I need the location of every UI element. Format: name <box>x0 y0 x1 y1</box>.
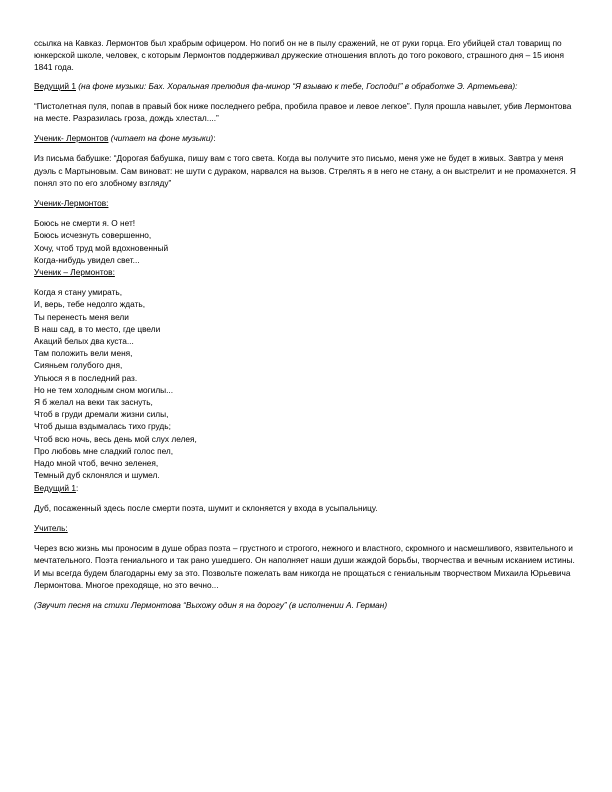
speaker-label: Ученик – Лермонтов: <box>34 267 115 278</box>
spacer <box>34 124 580 132</box>
poem-line: Упьюся я в последний раз. <box>34 372 138 383</box>
intro-paragraph: ссылка на Кавказ. Лермонтов был храбрым офицером. Но погиб он не в пылу сражений, не от руки горца. Его убийцей стал товарищ по юнкерской школе, человек, с которым Лермонтов поддерживал дружеские отношения вплоть до того рокового, страшного дня – 15 июня 1841 года. <box>34 38 564 73</box>
poem-line: Чтоб в груди дремали жизни силы, <box>34 409 169 420</box>
poem-line: Но не тем холодным сном могилы... <box>34 384 174 395</box>
document-page <box>34 37 580 611</box>
stage-note: (на фоне музыки: Бах. Хоральная прелюдия фа-минор “Я взываю к тебе, Господи!” в обработке Э. Артемьева): <box>75 80 518 91</box>
colon: : <box>213 133 216 144</box>
poem-line: И, верь, тебе недолго ждать, <box>34 299 145 310</box>
poem-line: Сияньем голубого дня, <box>34 360 123 371</box>
stage-direction-host-1 <box>34 80 580 92</box>
poem-line: Когда я стану умирать, <box>34 287 123 298</box>
speaker-label: Учитель: <box>34 522 68 533</box>
spacer <box>34 92 580 100</box>
poem-line: Когда-нибудь увидел свет... <box>34 254 140 265</box>
spacer <box>34 278 580 286</box>
student-letter: Из письма бабушке: “Дорогая бабушка, пишу вам с того света. Когда вы получите это письмо, меня уже не будет в живых. Завтра у меня дуэль с Мартыновым. Сам виноват: не шути с дураком, нарвался на вызов. Стрелять я в него не стану, а он выстрелит и не промахнется. Я понял это по его злобному взгляду” <box>34 153 576 188</box>
poem-line: Чтоб дыша вздымалась тихо грудь; <box>34 421 171 432</box>
closing-stage-direction: (Звучит песня на стихи Лермонтова “Выхожу один я на дорогу” (в исполнении А. Герман) <box>34 599 388 610</box>
poem-line: В наш сад, в то место, где цвели <box>34 323 161 334</box>
speaker-label: Ведущий 1 <box>34 482 76 493</box>
speaker-label: Ведущий 1 <box>34 80 76 91</box>
spacer <box>34 189 580 197</box>
poem-line: Там положить вели меня, <box>34 348 133 359</box>
poem-line: Про любовь мне сладкий голос пел, <box>34 445 174 456</box>
colon: : <box>75 482 79 493</box>
spacer <box>34 591 580 599</box>
teacher-speech: Через всю жизнь мы проносим в душе образ поэта – грустного и строгого, нежного и властного, скромного и насмешливого, язвительного и мечтательного. Поэта гениального и так рано ушедшего. Он наполняет наши души жаждой борьбы, творчества и вечным исканием истины. И мы всегда будем благодарны ему за это. Позвольте пожелать вам никогда не прощаться с гениальным творчеством Михаила Юрьевича Лермонтова. Многое преходяще, но это вечно... <box>34 543 575 590</box>
poem-line: Ты перенесть меня вели <box>34 311 129 322</box>
poem-line: Чтоб всю ночь, весь день мой слух лелея, <box>34 433 197 444</box>
spacer <box>34 534 580 542</box>
poem-line: Боюсь не смерти я. О нет! <box>34 218 136 229</box>
stage-note: (читает на фоне музыки) <box>108 133 214 144</box>
spacer <box>34 144 580 152</box>
poem-line: Акаций белых два куста... <box>34 336 134 347</box>
spacer <box>34 514 580 522</box>
poem-2 <box>34 286 580 481</box>
host-1-speech: Дуб, посаженный здесь после смерти поэта, шумит и склоняется у входа в усыпальницу. <box>34 502 378 513</box>
host-1-speech: “Пистолетная пуля, попав в правый бок ниже последнего ребра, пробила правое и левое легкое”. Пуля прошла навылет, убив Лермонтова на месте. Разразилась гроза, дождь хлестал....” <box>34 100 572 124</box>
stage-direction-student <box>34 132 580 144</box>
poem-line: Я б желал на веки так заснуть, <box>34 397 153 408</box>
speaker-label: Ученик-Лермонтов: <box>34 198 109 209</box>
poem-line: Темный дуб склонялся и шумел. <box>34 470 160 481</box>
speaker-label: Ученик- Лермонтов <box>34 133 109 144</box>
poem-line: Боюсь исчезнуть совершенно, <box>34 230 152 241</box>
stage-direction-host-1 <box>34 482 580 494</box>
poem-line: Надо мной чтоб, вечно зеленея, <box>34 458 159 469</box>
spacer <box>34 494 580 502</box>
poem-1 <box>34 217 580 266</box>
spacer <box>34 209 580 217</box>
poem-line: Хочу, чтоб труд мой вдохновенный <box>34 242 169 253</box>
